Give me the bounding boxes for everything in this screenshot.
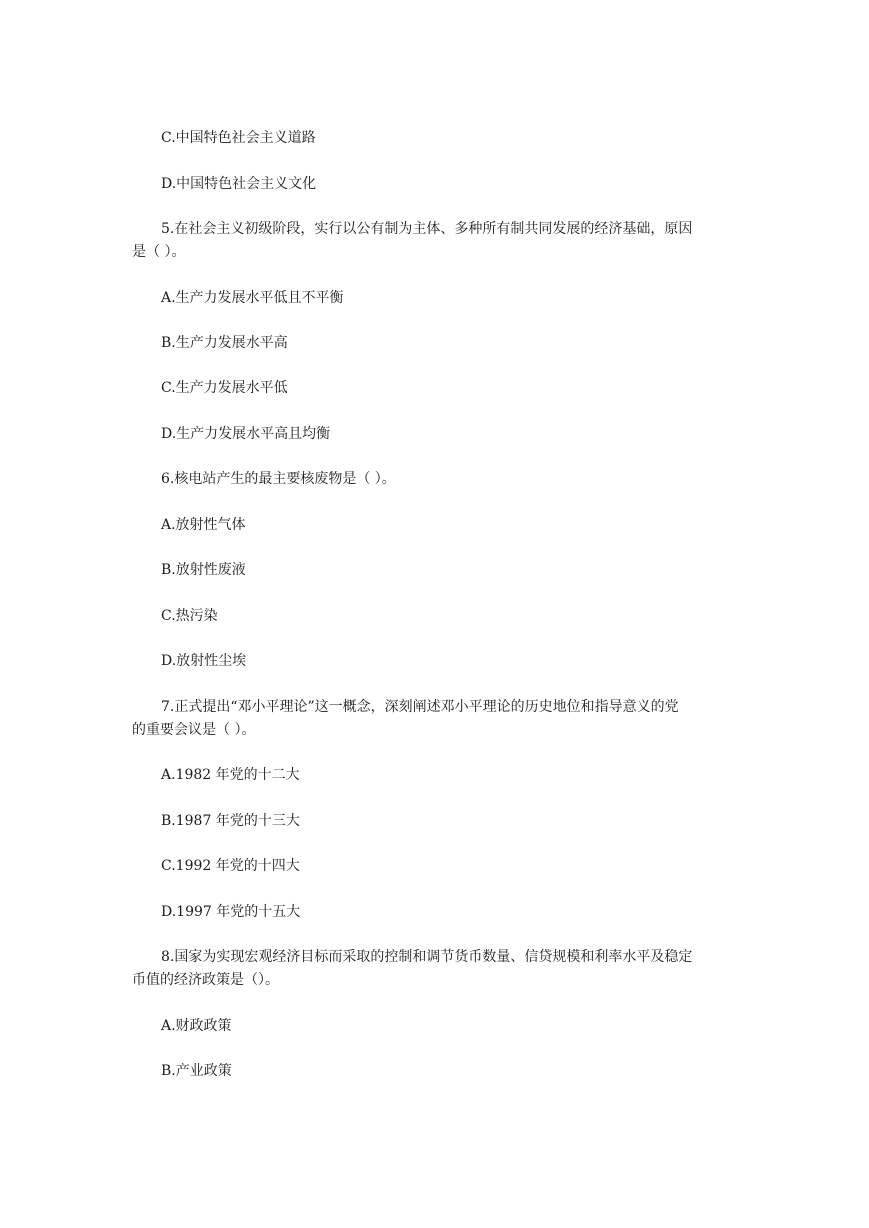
question-7-line-1: 7.正式提出“邓小平理论”这一概念，深刻阐述邓小平理论的历史地位和指导意义的党 bbox=[161, 699, 679, 715]
option-7c: C.1992 年党的十四大 bbox=[161, 858, 300, 874]
option-5a: A.生产力发展水平低且不平衡 bbox=[161, 290, 344, 306]
option-6d: D.放射性尘埃 bbox=[161, 653, 247, 669]
option-5b: B.生产力发展水平高 bbox=[161, 335, 288, 351]
option-8b: B.产业政策 bbox=[161, 1063, 232, 1079]
question-5-line-1: 5.在社会主义初级阶段，实行以公有制为主体、多种所有制共同发展的经济基础，原因 bbox=[161, 221, 693, 237]
option-7d: D.1997 年党的十五大 bbox=[161, 904, 301, 920]
question-8-line-2: 币值的经济政策是（）。 bbox=[132, 972, 279, 988]
question-6: 6.核电站产生的最主要核废物是（ ）。 bbox=[161, 471, 396, 487]
question-8-line-1: 8.国家为实现宏观经济目标而采取的控制和调节货币数量、信贷规模和利率水平及稳定 bbox=[161, 949, 693, 965]
question-7-line-2: 的重要会议是（ ）。 bbox=[132, 722, 256, 738]
option-7b: B.1987 年党的十三大 bbox=[161, 813, 300, 829]
option-6b: B.放射性废液 bbox=[161, 562, 246, 578]
option-6a: A.放射性气体 bbox=[161, 517, 246, 533]
option-8a: A.财政政策 bbox=[161, 1018, 232, 1034]
option-6c: C.热污染 bbox=[161, 608, 218, 624]
option-5c: C.生产力发展水平低 bbox=[161, 380, 288, 396]
option-4c: C.中国特色社会主义道路 bbox=[161, 130, 316, 146]
option-5d: D.生产力发展水平高且均衡 bbox=[161, 426, 331, 442]
option-4d: D.中国特色社会主义文化 bbox=[161, 176, 317, 192]
question-5-line-2: 是（ ）。 bbox=[132, 244, 186, 260]
option-7a: A.1982 年党的十二大 bbox=[161, 767, 300, 783]
